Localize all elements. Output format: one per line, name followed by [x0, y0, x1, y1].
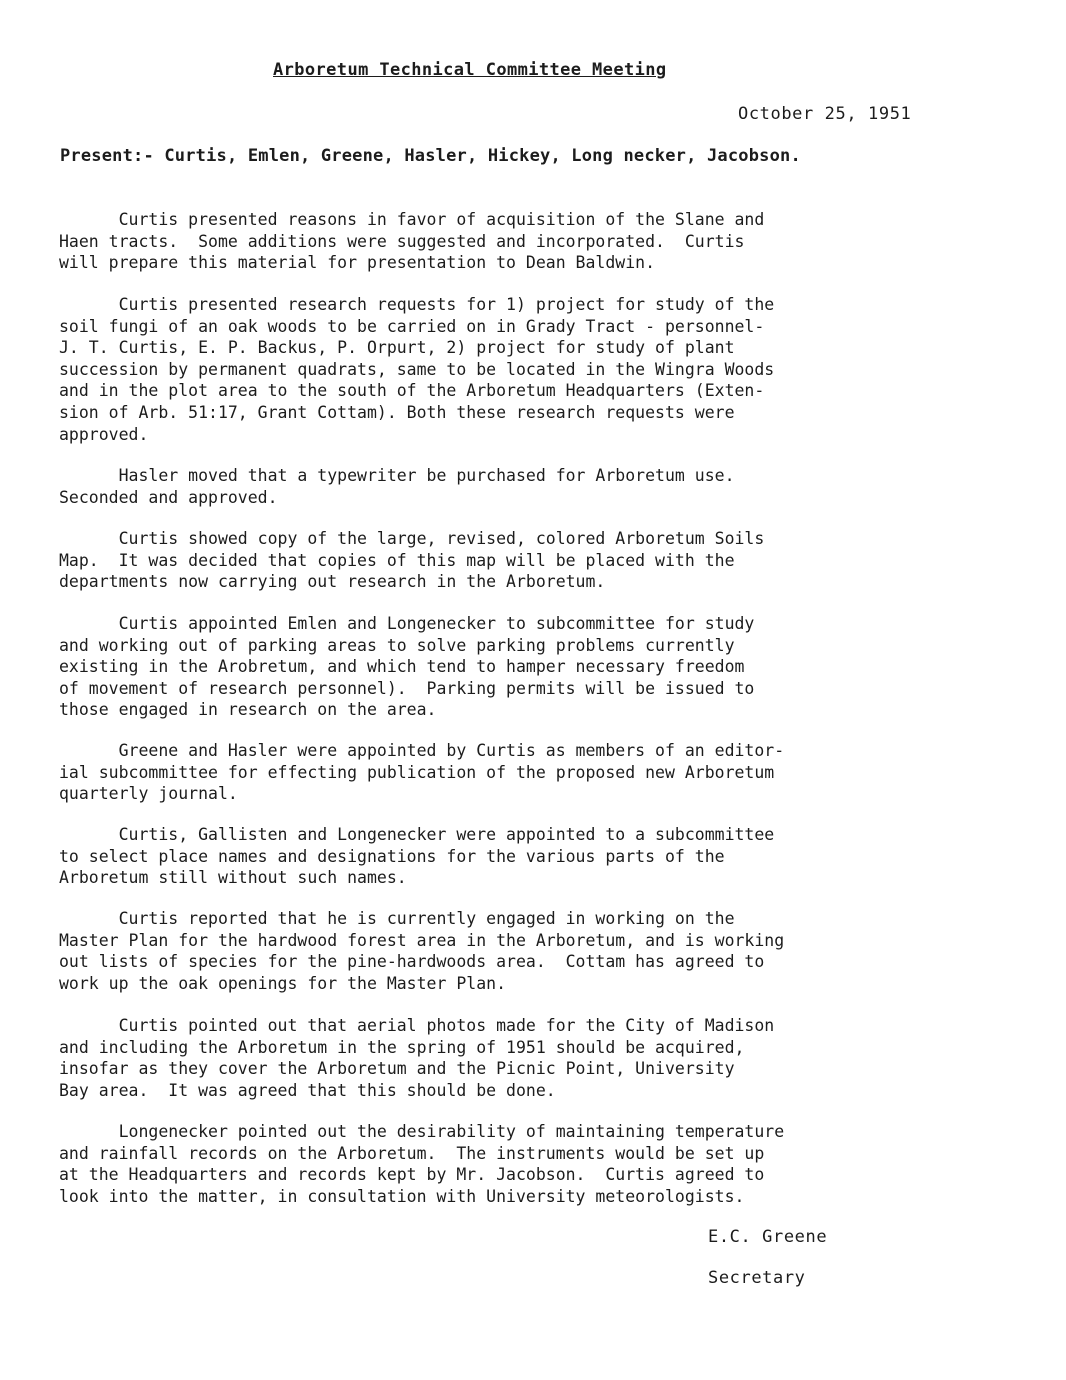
paragraph-line: soil fungi of an oak woods to be carried on in Grady Tract - personnel-	[59, 316, 765, 336]
paragraph-line: Master Plan for the hardwood forest area in the Arboretum, and is working	[59, 930, 785, 950]
paragraph-line: Longenecker pointed out the desirability of maintaining temperature	[59, 1122, 785, 1141]
paragraph-line: Arboretum still without such names.	[59, 868, 407, 888]
paragraph-line: out lists of species for the pine-hardwoods area. Cottam has agreed to	[59, 952, 765, 972]
paragraph-research-requests	[59, 294, 979, 445]
paragraph-line: of movement of research personnel). Parking permits will be issued to	[59, 678, 755, 698]
paragraph-master-plan	[59, 908, 979, 994]
paragraph-line: and including the Arboretum in the spring of 1951 should be acquired,	[59, 1037, 745, 1057]
paragraph-place-names	[59, 824, 979, 889]
paragraph-line: Curtis, Gallisten and Longenecker were appointed to a subcommittee	[59, 825, 775, 844]
attendees-line: Present:- Curtis, Emlen, Greene, Hasler, Hickey, Long necker, Jacobson.	[60, 146, 801, 166]
paragraph-line: Curtis presented reasons in favor of acquisition of the Slane and	[59, 210, 765, 229]
paragraph-line: Haen tracts. Some additions were suggested and incorporated. Curtis	[59, 231, 745, 251]
paragraph-line: work up the oak openings for the Master Plan.	[59, 973, 507, 993]
paragraph-typewriter	[59, 465, 979, 508]
paragraph-weather-records	[59, 1121, 979, 1207]
paragraph-line: ial subcommittee for effecting publication of the proposed new Arboretum	[59, 762, 775, 782]
paragraph-line: those engaged in research on the area.	[59, 700, 437, 720]
paragraph-line: J. T. Curtis, E. P. Backus, P. Orpurt, 2) project for study of plant	[59, 338, 735, 358]
paragraph-line: to select place names and designations for the various parts of the	[59, 846, 725, 866]
paragraph-line: quarterly journal.	[59, 784, 238, 804]
paragraph-line: Map. It was decided that copies of this map will be placed with the	[59, 550, 735, 570]
paragraph-acquisition	[59, 209, 979, 274]
paragraph-line: Curtis pointed out that aerial photos made for the City of Madison	[59, 1016, 775, 1035]
paragraph-line: Curtis appointed Emlen and Longenecker to subcommittee for study	[59, 614, 755, 633]
signature-name: E.C. Greene	[708, 1227, 828, 1247]
paragraph-line: succession by permanent quadrats, same to be located in the Wingra Woods	[59, 359, 775, 379]
paragraph-line: Curtis reported that he is currently engaged in working on the	[59, 909, 735, 928]
paragraph-line: approved.	[59, 424, 149, 444]
paragraph-line: at the Headquarters and records kept by Mr. Jacobson. Curtis agreed to	[59, 1165, 765, 1185]
paragraph-line: insofar as they cover the Arboretum and the Picnic Point, University	[59, 1059, 735, 1079]
document-title: Arboretum Technical Committee Meeting	[273, 60, 667, 80]
paragraph-line: Greene and Hasler were appointed by Curtis as members of an editor-	[59, 741, 785, 760]
paragraph-line: Hasler moved that a typewriter be purchased for Arboretum use.	[59, 466, 735, 485]
paragraph-line: Curtis presented research requests for 1) project for study of the	[59, 295, 775, 314]
paragraph-line: existing in the Arobretum, and which tend to hamper necessary freedom	[59, 657, 745, 677]
paragraph-line: sion of Arb. 51:17, Grant Cottam). Both these research requests were	[59, 402, 735, 422]
document-date: October 25, 1951	[738, 104, 912, 124]
paragraph-line: and working out of parking areas to solve parking problems currently	[59, 635, 735, 655]
paragraph-line: Bay area. It was agreed that this should be done.	[59, 1080, 556, 1100]
paragraph-editorial-subcommittee	[59, 740, 979, 805]
paragraph-line: and in the plot area to the south of the Arboretum Headquarters (Exten-	[59, 381, 765, 401]
signature-title: Secretary	[708, 1268, 806, 1288]
paragraph-line: Seconded and approved.	[59, 487, 278, 507]
paragraph-line: Curtis showed copy of the large, revised, colored Arboretum Soils	[59, 529, 765, 548]
paragraph-line: and rainfall records on the Arboretum. The instruments would be set up	[59, 1143, 765, 1163]
paragraph-line: look into the matter, in consultation with University meteorologists.	[59, 1186, 745, 1206]
paragraph-line: departments now carrying out research in the Arboretum.	[59, 572, 606, 592]
paragraph-line: will prepare this material for presentation to Dean Baldwin.	[59, 253, 656, 273]
paragraph-aerial-photos	[59, 1015, 979, 1101]
paragraph-parking	[59, 613, 979, 721]
paragraph-soils-map	[59, 528, 979, 593]
